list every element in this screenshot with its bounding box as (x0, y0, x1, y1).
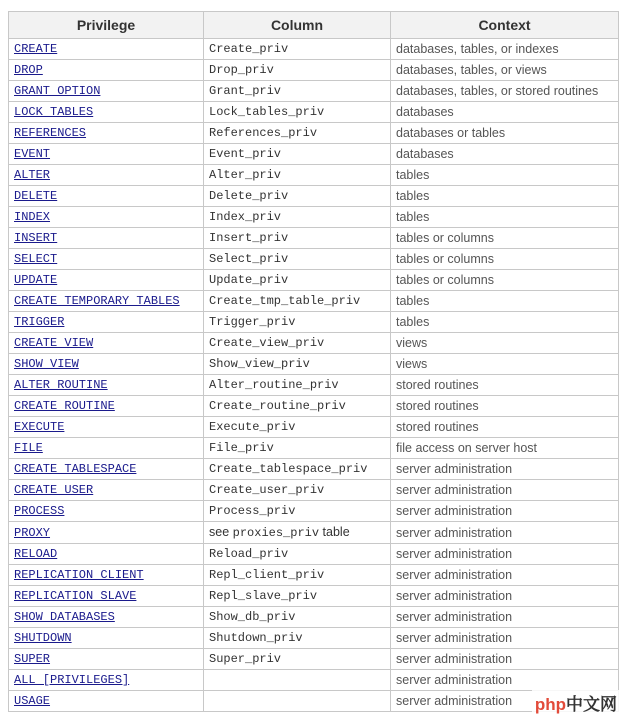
watermark-suffix: 中文网 (566, 695, 617, 714)
column-cell: Alter_priv (204, 165, 391, 186)
table-body (9, 39, 619, 712)
context-cell: stored routines (391, 375, 619, 396)
context-cell: server administration (391, 480, 619, 501)
column-cell: Show_view_priv (204, 354, 391, 375)
table-row (9, 607, 619, 628)
table-row (9, 123, 619, 144)
context-cell: server administration (391, 691, 619, 712)
header-column: Column (204, 12, 391, 39)
table-row (9, 544, 619, 565)
context-cell: stored routines (391, 396, 619, 417)
table-row (9, 333, 619, 354)
privilege-link[interactable]: LOCK TABLES (14, 105, 94, 119)
table-row (9, 186, 619, 207)
context-cell: databases (391, 102, 619, 123)
context-cell: server administration (391, 501, 619, 522)
column-cell: Alter_routine_priv (204, 375, 391, 396)
column-cell: Lock_tables_priv (204, 102, 391, 123)
column-cell: Trigger_priv (204, 312, 391, 333)
privilege-link[interactable]: USAGE (14, 694, 51, 708)
privilege-link[interactable]: SUPER (14, 652, 51, 666)
table-row (9, 565, 619, 586)
privilege-cell (9, 207, 204, 228)
privilege-cell (9, 123, 204, 144)
table-row (9, 60, 619, 81)
privilege-link[interactable]: TRIGGER (14, 315, 65, 329)
column-cell: Insert_priv (204, 228, 391, 249)
privilege-cell (9, 586, 204, 607)
column-cell: Create_tmp_table_priv (204, 291, 391, 312)
context-cell: databases or tables (391, 123, 619, 144)
column-cell: Event_priv (204, 144, 391, 165)
context-cell: tables (391, 186, 619, 207)
table-row (9, 501, 619, 522)
column-cell: Reload_priv (204, 544, 391, 565)
context-cell: databases, tables, or indexes (391, 39, 619, 60)
column-cell: Create_routine_priv (204, 396, 391, 417)
table-row (9, 291, 619, 312)
context-cell: server administration (391, 565, 619, 586)
column-suffix: table (319, 525, 350, 539)
privilege-cell (9, 333, 204, 354)
privilege-cell (9, 691, 204, 712)
privilege-link[interactable]: CREATE ROUTINE (14, 399, 115, 413)
context-cell: tables or columns (391, 249, 619, 270)
context-cell: server administration (391, 670, 619, 691)
table-row (9, 670, 619, 691)
table-row (9, 649, 619, 670)
header-context: Context (391, 12, 619, 39)
column-cell: Process_priv (204, 501, 391, 522)
table-row (9, 417, 619, 438)
table-row (9, 144, 619, 165)
context-cell: server administration (391, 586, 619, 607)
context-cell: file access on server host (391, 438, 619, 459)
privilege-cell (9, 396, 204, 417)
privilege-link[interactable]: CREATE TEMPORARY TABLES (14, 294, 180, 308)
privilege-cell (9, 81, 204, 102)
privilege-cell (9, 607, 204, 628)
context-cell: tables or columns (391, 270, 619, 291)
privilege-cell (9, 186, 204, 207)
context-cell: stored routines (391, 417, 619, 438)
table-row (9, 628, 619, 649)
context-cell: views (391, 354, 619, 375)
privileges-table (8, 11, 619, 712)
table-row (9, 81, 619, 102)
privilege-cell (9, 417, 204, 438)
table-row (9, 375, 619, 396)
column-cell: Grant_priv (204, 81, 391, 102)
privilege-cell (9, 375, 204, 396)
context-cell: server administration (391, 459, 619, 480)
table-row (9, 312, 619, 333)
privilege-cell (9, 60, 204, 81)
context-cell: tables (391, 312, 619, 333)
column-cell: Create_priv (204, 39, 391, 60)
column-cell: Update_priv (204, 270, 391, 291)
context-cell: tables or columns (391, 228, 619, 249)
column-cell: Select_priv (204, 249, 391, 270)
privilege-link[interactable]: REPLICATION CLIENT (14, 568, 144, 582)
context-cell: databases, tables, or stored routines (391, 81, 619, 102)
context-cell: databases, tables, or views (391, 60, 619, 81)
privilege-link[interactable]: PROXY (14, 525, 51, 540)
privilege-link[interactable]: SELECT (14, 252, 58, 266)
privilege-link[interactable]: GRANT OPTION (14, 84, 101, 98)
privilege-cell (9, 565, 204, 586)
header-privilege: Privilege (9, 12, 204, 39)
privilege-link[interactable]: FILE (14, 441, 43, 455)
privilege-link[interactable]: PROCESS (14, 504, 65, 518)
context-cell: server administration (391, 544, 619, 565)
privilege-link[interactable]: INSERT (14, 231, 58, 245)
column-cell: Repl_client_priv (204, 565, 391, 586)
privilege-cell (9, 144, 204, 165)
privilege-link[interactable]: DELETE (14, 189, 58, 203)
table-row (9, 228, 619, 249)
privilege-link[interactable]: CREATE USER (14, 483, 94, 497)
column-cell (204, 691, 391, 712)
privilege-link[interactable]: REPLICATION SLAVE (14, 589, 137, 603)
privilege-link[interactable]: SHOW VIEW (14, 357, 79, 371)
table-row (9, 396, 619, 417)
context-cell: databases (391, 144, 619, 165)
privilege-link[interactable]: ALTER ROUTINE (14, 378, 108, 392)
privilege-link[interactable]: ALTER (14, 168, 51, 182)
privilege-cell (9, 165, 204, 186)
table-row (9, 39, 619, 60)
privilege-cell (9, 354, 204, 375)
privilege-cell (9, 102, 204, 123)
context-cell: tables (391, 291, 619, 312)
privilege-cell (9, 249, 204, 270)
column-cell (204, 522, 391, 544)
column-cell: Repl_slave_priv (204, 586, 391, 607)
column-cell: Create_tablespace_priv (204, 459, 391, 480)
table-row (9, 438, 619, 459)
table-row (9, 459, 619, 480)
privilege-cell (9, 670, 204, 691)
privilege-link[interactable]: UPDATE (14, 273, 58, 287)
context-cell: server administration (391, 522, 619, 544)
column-cell: Index_priv (204, 207, 391, 228)
table-row (9, 354, 619, 375)
column-cell: Show_db_priv (204, 607, 391, 628)
table-row (9, 207, 619, 228)
table-row (9, 102, 619, 123)
context-cell: tables (391, 207, 619, 228)
context-cell: tables (391, 165, 619, 186)
context-cell: server administration (391, 628, 619, 649)
privilege-cell (9, 39, 204, 60)
column-cell (204, 670, 391, 691)
privilege-link[interactable]: INDEX (14, 210, 51, 224)
column-prefix: see (209, 525, 233, 539)
privilege-cell (9, 649, 204, 670)
privilege-cell (9, 544, 204, 565)
privilege-link[interactable]: EVENT (14, 147, 51, 161)
table-row (9, 249, 619, 270)
column-cell: References_priv (204, 123, 391, 144)
privilege-cell (9, 628, 204, 649)
column-cell: Shutdown_priv (204, 628, 391, 649)
context-cell: server administration (391, 649, 619, 670)
column-cell: Execute_priv (204, 417, 391, 438)
column-cell: Delete_priv (204, 186, 391, 207)
privilege-cell (9, 228, 204, 249)
privilege-cell (9, 438, 204, 459)
privilege-link[interactable]: SHOW DATABASES (14, 610, 115, 624)
privilege-cell (9, 501, 204, 522)
privilege-link[interactable]: CREATE (14, 42, 58, 56)
column-cell: Super_priv (204, 649, 391, 670)
privilege-cell (9, 291, 204, 312)
privilege-link[interactable]: SHUTDOWN (14, 631, 72, 645)
privilege-cell (9, 522, 204, 544)
privilege-link[interactable]: RELOAD (14, 547, 58, 561)
privilege-link[interactable]: EXECUTE (14, 420, 65, 434)
privilege-link[interactable]: ALL [PRIVILEGES] (14, 673, 130, 687)
privilege-cell (9, 459, 204, 480)
privilege-cell (9, 312, 204, 333)
privilege-cell (9, 480, 204, 501)
column-cell: Drop_priv (204, 60, 391, 81)
table-row (9, 270, 619, 291)
privilege-link[interactable]: CREATE TABLESPACE (14, 462, 137, 476)
watermark-brand: php (534, 695, 566, 714)
privilege-link[interactable]: CREATE VIEW (14, 336, 94, 350)
table-row (9, 522, 619, 544)
privilege-cell (9, 270, 204, 291)
column-name: proxies_priv (232, 526, 320, 540)
column-cell: Create_view_priv (204, 333, 391, 354)
header-row (9, 12, 619, 39)
table-row (9, 480, 619, 501)
privilege-link[interactable]: REFERENCES (14, 126, 87, 140)
column-cell: Create_user_priv (204, 480, 391, 501)
context-cell: views (391, 333, 619, 354)
table-row (9, 691, 619, 712)
privilege-link[interactable]: DROP (14, 63, 43, 77)
context-cell: server administration (391, 607, 619, 628)
column-cell: File_priv (204, 438, 391, 459)
table-row (9, 586, 619, 607)
php-cn-watermark (532, 690, 620, 715)
table-row (9, 165, 619, 186)
